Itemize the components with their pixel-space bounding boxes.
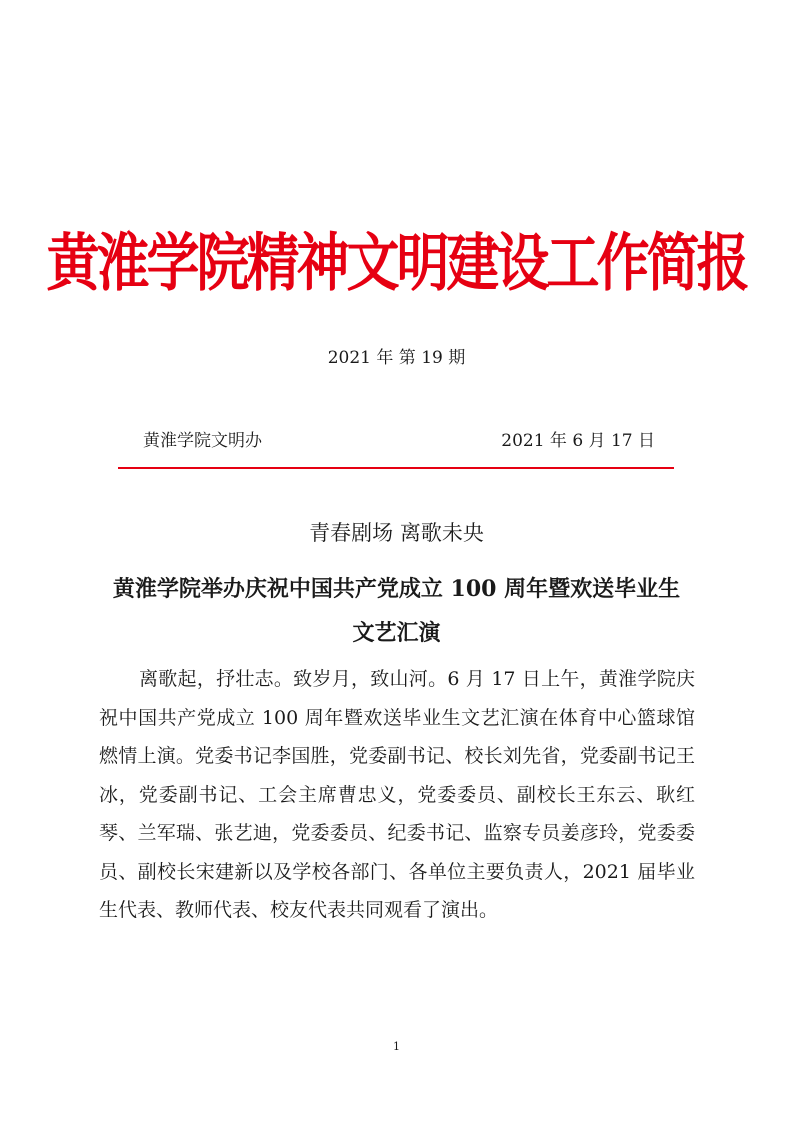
page-number: 1 <box>393 1040 400 1053</box>
red-divider <box>118 467 674 469</box>
article-body: 离歌起，抒壮志。致岁月，致山河。6 月 17 日上午，黄淮学院庆祝中国共产党成立 100 周年暨欢送毕业生文艺汇演在体育中心篮球馆燃情上演。党委书记李国胜，党委副书记、校长刘先省，党委副书记王冰，党委副书记、工会主席曹忠义，党委委员、副校长王东云、耿红琴、兰军瑞、张艺迪，党委委员、纪委书记、监察专员姜彦玲，党委委员、副校长宋建新以及学校各部门、各单位主要负责人，2021 届毕业生代表、教师代表、校友代表共同观看了演出。 <box>99 668 695 921</box>
issuer-name: 黄淮学院文明办 <box>143 431 262 451</box>
issue-date: 2021 年 6 月 17 日 <box>501 431 655 451</box>
masthead-title: 黄淮学院精神文明建设工作简报 <box>46 226 747 300</box>
article-subtitle: 青春剧场 离歌未央 <box>309 521 484 545</box>
issuer-date-row <box>143 427 655 455</box>
article-headline: 黄淮学院举办庆祝中国共产党成立 100 周年暨欢送毕业生文艺汇演 <box>112 576 681 646</box>
issue-number: 2021 年 第 19 期 <box>327 348 466 368</box>
